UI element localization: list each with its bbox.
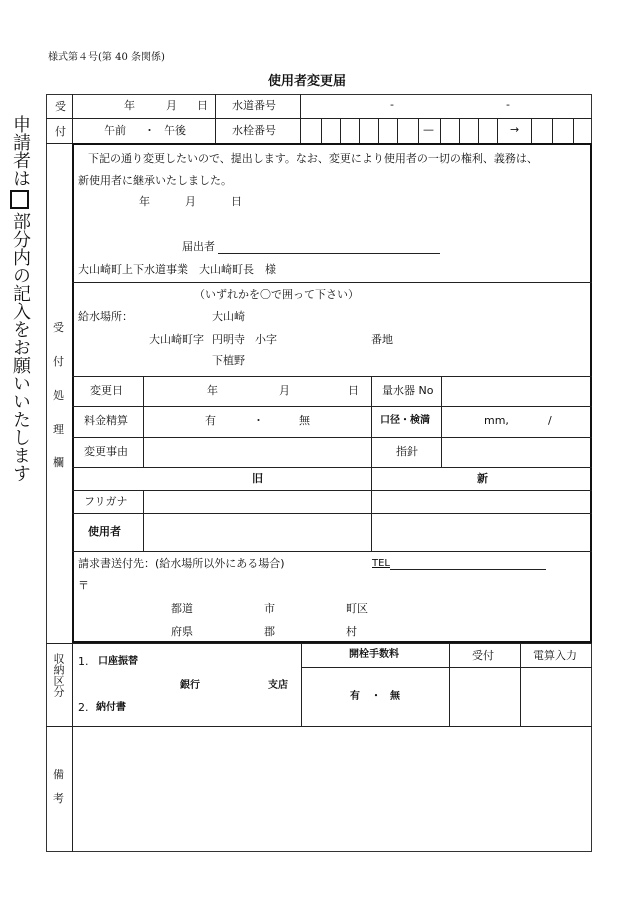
reception-day: 日 (197, 99, 208, 112)
reception-label-top: 受 (55, 100, 66, 113)
supply-option-aza: 大山崎町字 (149, 333, 204, 346)
tap-number-label: 水栓番号 (232, 124, 276, 137)
processing-label-3: 処 (53, 389, 64, 402)
billing-label: 請求書送付先：(給水場所以外にある場合) (78, 557, 285, 570)
caliber-slash: / (548, 414, 552, 427)
district-gun: 郡 (264, 625, 275, 638)
fee-yes[interactable]: 有 (205, 414, 216, 427)
payment-option-bank-transfer[interactable]: 口座振替 (98, 656, 138, 667)
payment-option-slip[interactable]: 納付書 (96, 702, 126, 713)
pref-todo: 都道 (171, 602, 193, 615)
reception-pm: 午後 (164, 124, 186, 137)
side-note-after: 部分内の記入をお願いいたします (10, 212, 31, 482)
water-number-label: 水道番号 (232, 99, 276, 112)
declaration-year: 年 (139, 195, 150, 208)
supply-koaza: 小字 (255, 333, 277, 346)
declaration-day: 日 (231, 195, 242, 208)
change-date-day: 日 (348, 384, 359, 397)
declaration-line-2: 新使用者に継承いたしました。 (78, 174, 232, 187)
opening-fee-dot: ・ (371, 691, 381, 702)
reception-month: 月 (166, 99, 177, 112)
town-ku: 町区 (346, 602, 368, 615)
reception-year: 年 (124, 99, 135, 112)
change-date-month: 月 (279, 384, 290, 397)
change-date-label: 変更日 (90, 384, 123, 397)
declaration-line-1: 下記の通り変更したいので、提出します。なお、変更により使用者の一切の権利、義務は、 (88, 152, 538, 165)
applicant-label: 届出者 (182, 240, 215, 253)
payment-option-1-number: 1. (78, 655, 89, 668)
user-label: 使用者 (88, 525, 121, 538)
tel-label: TEL (372, 558, 390, 569)
declaration-month: 月 (185, 195, 196, 208)
opening-fee-no[interactable]: 無 (390, 691, 400, 702)
addressee: 大山崎町上下水道事業 大山崎町長 様 (78, 263, 276, 276)
village-mura: 村 (346, 625, 357, 638)
old-header: 旧 (252, 472, 263, 485)
pref-fuken: 府県 (171, 625, 193, 638)
tap-number-dash: — (423, 123, 434, 136)
supply-option-shimoueno[interactable]: 下植野 (212, 354, 245, 367)
remarks-label-top: 備 (53, 768, 64, 781)
reception-dot: ・ (144, 124, 155, 137)
caliber-label: 口径・検満 (380, 415, 430, 426)
supply-instruction: （いずれかを〇で囲って下さい） (194, 288, 359, 301)
change-reason-label: 変更事由 (84, 445, 128, 458)
tel-field[interactable] (390, 569, 546, 570)
form-number: 様式第４号(第 40 条関係) (48, 52, 165, 63)
bank-label: 銀行 (180, 680, 200, 691)
change-date-year: 年 (207, 384, 218, 397)
supply-label: 給水場所： (78, 310, 133, 323)
arrow-right-icon: → (510, 123, 520, 136)
side-note-before: 申請者は (10, 115, 31, 187)
water-number-dash-1: - (390, 98, 394, 111)
processing-label-4: 理 (53, 423, 64, 436)
caliber-mm: mm, (484, 414, 509, 427)
payment-label: 収納区分 (52, 653, 65, 697)
reception-am: 午前 (104, 124, 126, 137)
branch-label: 支店 (268, 680, 288, 691)
processing-label-2: 付 (53, 355, 64, 368)
supply-banchi: 番地 (371, 333, 393, 346)
processing-label-5: 欄 (53, 456, 64, 469)
computer-input-header: 電算入力 (533, 649, 577, 662)
page-title: 使用者変更届 (268, 74, 347, 89)
opening-fee-header: 開栓手数料 (349, 649, 399, 660)
fee-dot: ・ (253, 414, 264, 427)
applicant-name-field[interactable] (218, 253, 440, 254)
fee-settlement-label: 料金精算 (84, 414, 128, 427)
meter-number-label: 量水器 No (382, 384, 434, 397)
fee-no[interactable]: 無 (299, 414, 310, 427)
meter-reading-label: 指針 (396, 445, 418, 458)
remarks-label-bottom: 考 (53, 792, 64, 805)
opening-fee-yes[interactable]: 有 (350, 691, 360, 702)
furigana-label: フリガナ (84, 495, 128, 508)
side-note (9, 115, 31, 482)
received-header: 受付 (472, 649, 494, 662)
supply-option-enmyoji[interactable]: 円明寺 (212, 333, 245, 346)
postal-mark: 〒 (78, 579, 89, 592)
water-number-dash-2: - (506, 98, 510, 111)
reception-label-bottom: 付 (55, 125, 66, 138)
square-symbol-icon (10, 190, 29, 209)
processing-label-1: 受 (53, 321, 64, 334)
payment-option-2-number: 2. (78, 701, 89, 714)
city-shi: 市 (264, 602, 275, 615)
supply-option-oyamazaki[interactable]: 大山崎 (212, 310, 245, 323)
new-header: 新 (477, 472, 488, 485)
